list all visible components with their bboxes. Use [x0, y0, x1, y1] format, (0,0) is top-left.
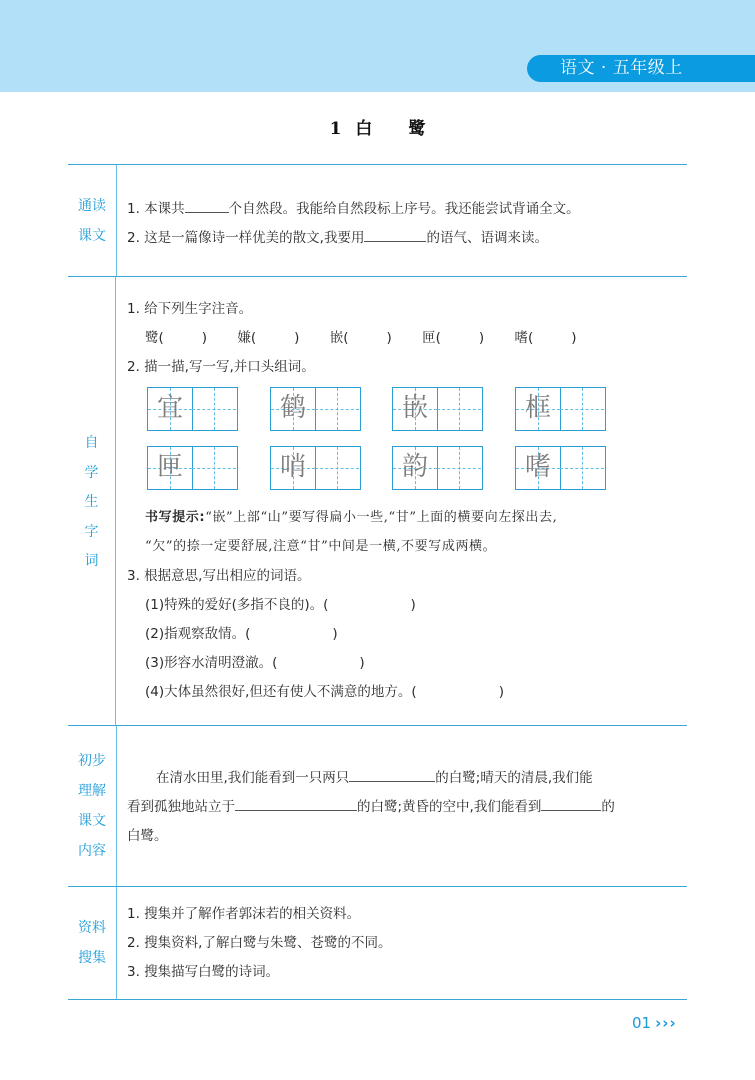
- research-item: 3. 搜集描写白鹭的诗词。: [127, 964, 280, 980]
- section-label: 初步 理解 课文 内容: [68, 726, 117, 886]
- chevron-right-icon: ›››: [655, 1014, 677, 1032]
- fill-paragraph: 在清水田里,我们能看到一只两只 的白鹭;晴天的清晨,我们能 看到孤独地站立于 的白鹭;黄昏的空中,我们能看到 的 白鹭。: [127, 770, 615, 844]
- tian-box[interactable]: 韵: [392, 446, 483, 490]
- worksheet-table: [68, 164, 687, 1000]
- definition-item: (2)指观察敌情。( ): [145, 626, 338, 642]
- definition-item: (1)特殊的爱好(多指不良的)。( ): [145, 597, 416, 613]
- tian-box[interactable]: 匣: [147, 446, 238, 490]
- pinyin-item[interactable]: 鹭( ): [145, 330, 208, 346]
- tian-box[interactable]: 哨: [270, 446, 361, 490]
- fill-blank[interactable]: [541, 798, 601, 811]
- grade-label: 语文 · 五年级上: [527, 55, 755, 82]
- pinyin-row: [127, 327, 687, 356]
- question-title: 1. 给下列生字注音。: [127, 301, 253, 317]
- fill-blank[interactable]: [349, 769, 435, 782]
- tian-box[interactable]: 嗜: [515, 446, 606, 490]
- pinyin-item[interactable]: 嫌( ): [237, 330, 300, 346]
- section-label: 通读 课文: [68, 165, 117, 276]
- writing-grid: [127, 387, 687, 507]
- pinyin-item[interactable]: 嗜( ): [514, 330, 577, 346]
- section-read-aloud: [68, 164, 687, 276]
- section-label: 自 学 生 字 词: [68, 277, 116, 725]
- lesson-title-char-2: 鹭: [408, 119, 426, 139]
- research-item: 2. 搜集资料,了解白鹭与朱鹭、苍鹭的不同。: [127, 935, 392, 951]
- fill-blank[interactable]: [364, 229, 426, 242]
- research-item: 1. 搜集并了解作者郭沫若的相关资料。: [127, 906, 361, 922]
- pinyin-item[interactable]: 匣( ): [422, 330, 485, 346]
- lesson-number: 1: [329, 119, 342, 139]
- question-title: 3. 根据意思,写出相应的词语。: [127, 568, 311, 584]
- fill-blank[interactable]: [185, 200, 229, 213]
- tian-box[interactable]: 框: [515, 387, 606, 431]
- section-self-study: [68, 276, 687, 725]
- writing-tip: 书写提示:“嵌”上部“山”要写得扁小一些,“甘”上面的横要向左探出去, “欠”的捺一定要舒展,注意“甘”中间是一横,不要写成两横。: [145, 510, 558, 554]
- definition-item: (4)大体虽然很好,但还有使人不满意的地方。( ): [145, 684, 504, 700]
- section-label: 资料 搜集: [68, 887, 117, 999]
- page-number: 01 ›››: [632, 1014, 677, 1032]
- definition-item: (3)形容水清明澄澈。( ): [145, 655, 365, 671]
- section-understanding: [68, 725, 687, 886]
- tian-box[interactable]: 宜: [147, 387, 238, 431]
- question-item: 2. 这是一篇像诗一样优美的散文,我要用 的语气、语调来读。: [127, 230, 548, 246]
- tian-box[interactable]: 鹤: [270, 387, 361, 431]
- pinyin-item[interactable]: 嵌( ): [329, 330, 392, 346]
- question-item: 1. 本课共 个自然段。我能给自然段标上序号。我还能尝试背诵全文。: [127, 201, 580, 217]
- lesson-title: [0, 114, 755, 139]
- question-title: 2. 描一描,写一写,并口头组词。: [127, 359, 315, 375]
- section-research: [68, 886, 687, 1000]
- fill-blank[interactable]: [235, 798, 357, 811]
- tian-box[interactable]: 嵌: [392, 387, 483, 431]
- lesson-title-char-1: 白: [355, 119, 373, 139]
